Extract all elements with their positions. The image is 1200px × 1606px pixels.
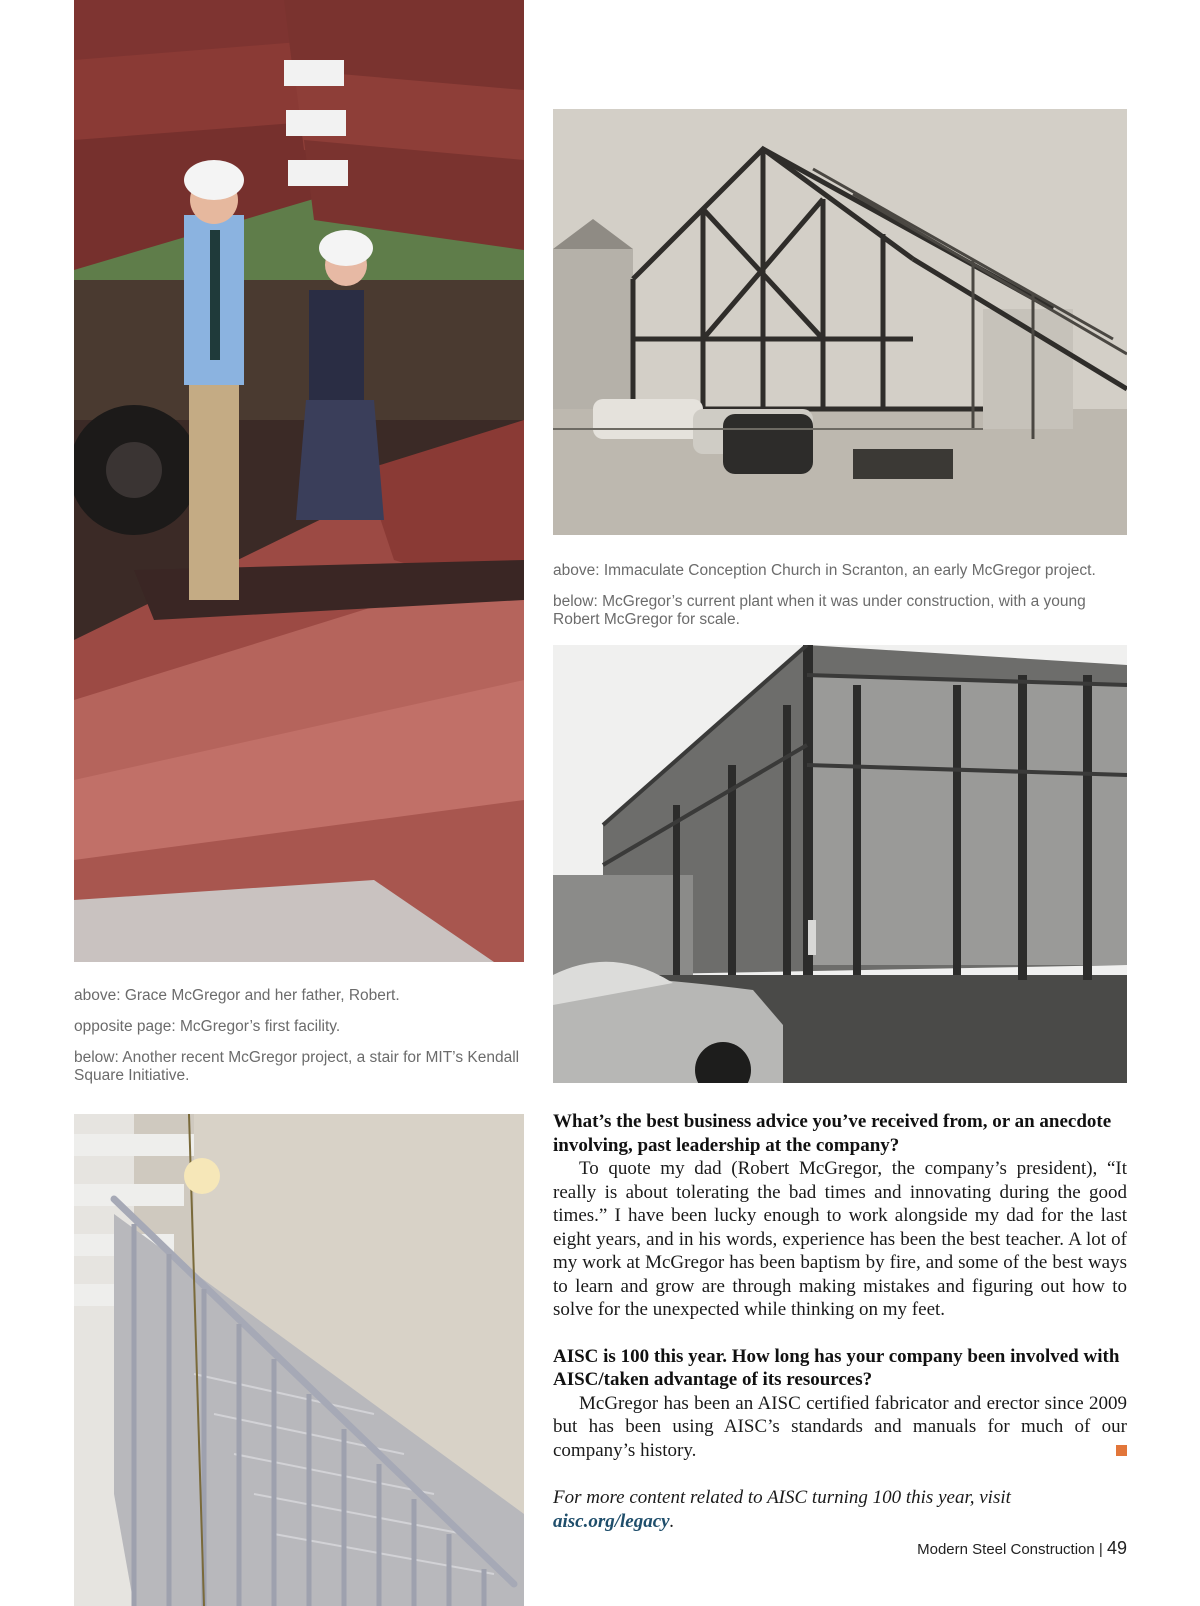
portrait-photo — [74, 0, 524, 962]
stair-photo-illustration — [74, 1114, 524, 1606]
publication-name: Modern Steel Construction — [917, 1541, 1095, 1558]
church-photo-illustration — [553, 109, 1127, 535]
plant-caption: below: McGregor’s current plant when it was under construction, with a young Robert McGregor for scale. — [553, 593, 1086, 628]
more-content-note — [553, 1486, 1133, 1534]
first-facility-caption: opposite page: McGregor’s first facility. — [74, 1018, 341, 1035]
end-of-article-mark — [1116, 1445, 1127, 1456]
question-aisc-involvement: AISC is 100 this year. How long has your company been involved with AISC/taken advantage of its resources? — [553, 1345, 1120, 1390]
more-content-text: For more content related to AISC turning 100 this year, visit — [553, 1487, 1011, 1508]
answer-aisc-involvement — [553, 1392, 1127, 1463]
answer-best-advice: To quote my dad (Robert McGregor, the company’s president), “It really is about tolerating the bad times and innovating during the good times.” I have been lucky enough to work alongside my dad for the last eight years, and in his words, experience has been the best teacher. A lot of my work at McGregor has been baptism by fire, and some of the best ways to learn and grow are through making mistakes and figuring out how to solve for the unexpected while thinking on my feet. — [553, 1158, 1127, 1320]
qa-item-best-advice — [553, 1110, 1127, 1322]
question-best-advice: What’s the best business advice you’ve received from, or an anecdote involving, past leadership at the company? — [553, 1111, 1112, 1156]
church-caption: above: Immaculate Conception Church in Scranton, an early McGregor project. — [553, 562, 1096, 579]
stair-caption: below: Another recent McGregor project, a stair for MIT’s Kendall Square Initiative. — [74, 1049, 520, 1084]
legacy-link[interactable]: aisc.org/legacy — [553, 1511, 670, 1532]
page-footer — [917, 1538, 1127, 1559]
portrait-caption: above: Grace McGregor and her father, Robert. — [74, 987, 400, 1004]
more-content-end: . — [669, 1511, 675, 1532]
church-photo — [553, 109, 1127, 535]
qa-item-aisc-involvement — [553, 1345, 1127, 1463]
stair-photo — [74, 1114, 524, 1606]
page-number: 49 — [1106, 1538, 1127, 1558]
answer-aisc-involvement-text: McGregor has been an AISC certified fabricator and erector since 2009 but has been using AISC’s standards and manuals for much of our company’s history. — [553, 1392, 1127, 1461]
qa-section — [553, 1110, 1127, 1462]
plant-photo — [553, 645, 1127, 1083]
folio-separator: | — [1098, 1541, 1103, 1558]
plant-photo-illustration — [553, 645, 1127, 1083]
portrait-photo-illustration — [74, 0, 524, 962]
